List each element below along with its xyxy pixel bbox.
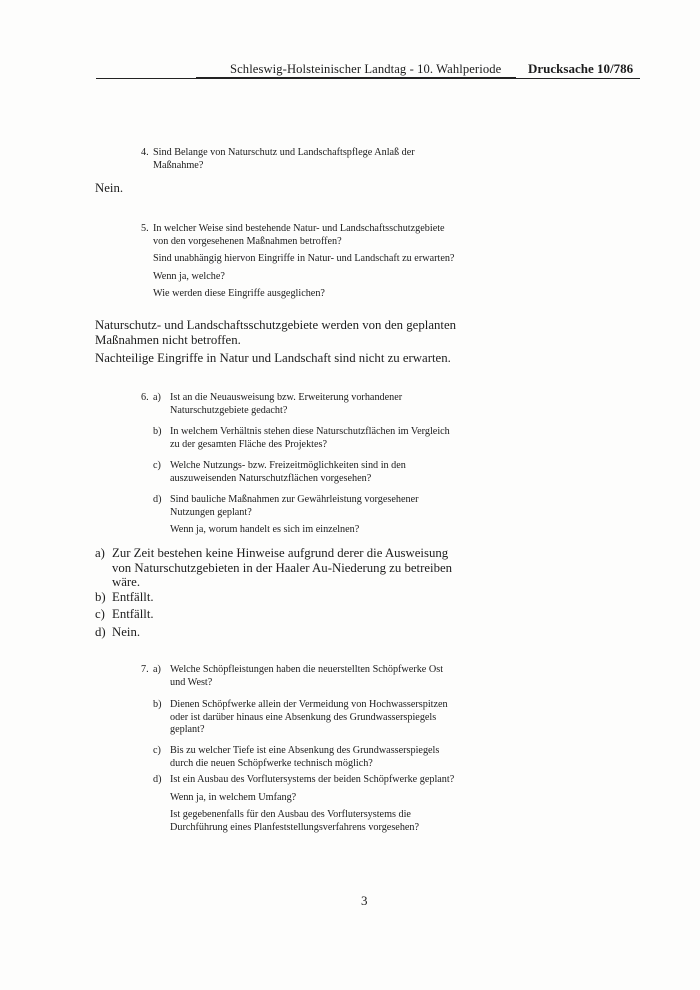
item-label: d) [153, 774, 162, 785]
question-7b [153, 699, 456, 737]
question-7-number: 7. [141, 664, 149, 675]
answer-6d [95, 625, 140, 640]
item-label: b) [153, 699, 162, 710]
question-6a [153, 392, 456, 417]
item-label: c) [95, 607, 105, 621]
header-title: Schleswig-Holsteinischer Landtag - 10. Wahlperiode [230, 62, 502, 76]
item-text: Welche Nutzungs- bzw. Freizeitmöglichkeiten sind in den auszuweisenden Naturschutzflächen vorgesehen? [170, 460, 406, 484]
answer-6a [95, 546, 460, 590]
answer-4: Nein. [95, 181, 124, 195]
question-7a [153, 664, 456, 689]
item-label: b) [153, 426, 162, 437]
question-5-line: Sind unabhängig hiervon Eingriffe in Natur- und Landschaft zu erwarten? [153, 253, 455, 265]
item-text: In welchem Verhältnis stehen diese Naturschutzflächen im Vergleich zu der gesamten Fläche des Projektes? [170, 426, 450, 450]
question-5-line: Wie werden diese Eingriffe ausgeglichen? [153, 288, 325, 300]
item-text: Entfällt. [112, 607, 154, 621]
item-text: Ist ein Ausbau des Vorflutersystems der beiden Schöpfwerke geplant? [170, 774, 455, 785]
header-rule-accent [196, 77, 516, 78]
item-text-extra: Wenn ja, worum handelt es sich im einzelnen? [170, 524, 360, 536]
question-5-line: Wenn ja, welche? [153, 270, 225, 282]
page-number: 3 [361, 893, 368, 908]
item-label: b) [95, 590, 106, 604]
question-6-number: 6. [141, 392, 149, 403]
item-text: Dienen Schöpfwerke allein der Vermeidung von Hochwasserspitzen oder ist darüber hinaus eine Absenkung des Grundwasserspiegels geplant? [170, 699, 448, 736]
question-5-line: In welcher Weise sind bestehende Natur- und Landschaftsschutzgebiete von den vorgesehenen Maßnahmen betroffen? [153, 223, 445, 247]
question-4-text: Sind Belange von Naturschutz und Landschaftspflege Anlaß der Maßnahme? [153, 147, 415, 171]
item-text: Nein. [112, 625, 141, 639]
item-text: Entfällt. [112, 590, 154, 604]
item-label: a) [153, 664, 161, 675]
item-label: d) [153, 494, 162, 505]
question-5 [153, 223, 456, 306]
question-6b [153, 426, 456, 451]
item-text: Welche Schöpfleistungen haben die neuerstellten Schöpfwerke Ost und West? [170, 664, 444, 688]
item-text: Bis zu welcher Tiefe ist eine Absenkung des Grundwasserspiegels durch die neuen Schöpfwerke technisch möglich? [170, 745, 440, 769]
question-7c [153, 745, 456, 770]
answer-6b [95, 590, 154, 605]
question-6c [153, 460, 456, 485]
answer-5-paragraph: Naturschutz- und Landschaftsschutzgebiete werden von den geplanten Maßnahmen nicht betroffen. [95, 318, 457, 347]
answer-6c [95, 607, 154, 622]
answer-5 [95, 318, 460, 369]
document-number: Drucksache 10/786 [528, 61, 634, 76]
item-text: Zur Zeit bestehen keine Hinweise aufgrund derer die Ausweisung von Naturschutzgebieten in der Haaler Au-Niederung zu betreiben wäre. [112, 546, 453, 589]
item-text-extra: Ist gegebenenfalls für den Ausbau des Vorflutersystems die Durchführung eines Planfeststellungsverfahrens vorgesehen? [170, 809, 420, 833]
item-label: d) [95, 625, 106, 639]
question-4-number: 4. [141, 147, 149, 158]
item-label: c) [153, 460, 161, 471]
question-5-number: 5. [141, 223, 149, 234]
item-text-extra: Wenn ja, in welchem Umfang? [170, 791, 297, 803]
question-6d [153, 494, 456, 537]
item-label: a) [95, 546, 105, 560]
item-label: a) [153, 392, 161, 403]
header-rule [96, 78, 640, 79]
question-4 [153, 147, 456, 177]
item-label: c) [153, 745, 161, 756]
item-text: Ist an die Neuausweisung bzw. Erweiterung vorhandener Naturschutzgebiete gedacht? [170, 392, 403, 416]
answer-5-paragraph: Nachteilige Eingriffe in Natur und Landschaft sind nicht zu erwarten. [95, 351, 451, 365]
item-text: Sind bauliche Maßnahmen zur Gewährleistung vorgesehener Nutzungen geplant? [170, 494, 419, 518]
question-7d [153, 774, 456, 834]
